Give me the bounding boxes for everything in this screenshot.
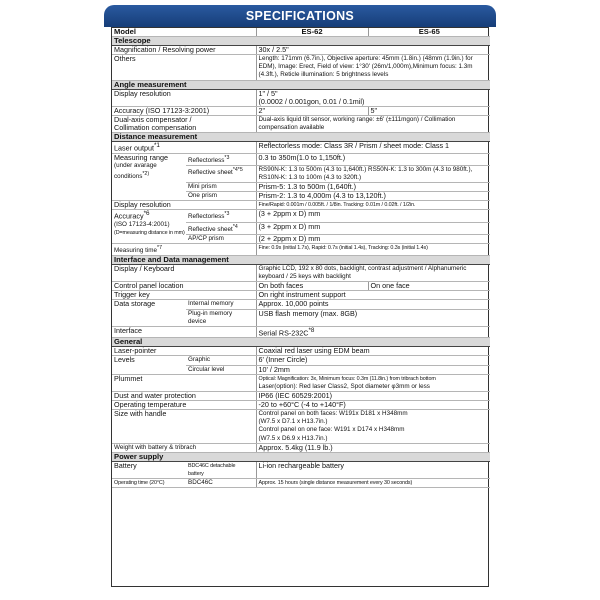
spec-sublabel bbox=[186, 153, 256, 165]
spec-label: Data storage bbox=[112, 300, 186, 326]
spec-row-battery bbox=[112, 462, 490, 479]
spec-row-angle-display bbox=[112, 89, 490, 106]
spec-value: On right instrument support bbox=[256, 291, 490, 300]
spec-sublabel: BDC46C bbox=[186, 479, 256, 488]
spec-sublabel: Mini prism bbox=[186, 183, 256, 192]
spec-row-plummet bbox=[112, 374, 490, 391]
footnote-mark: *4*5 bbox=[232, 166, 243, 173]
spec-value: (3 + 2ppm x D) mm bbox=[256, 222, 490, 234]
spec-value bbox=[256, 374, 490, 391]
spec-sublabel-line: device bbox=[188, 317, 207, 325]
spec-value: IP66 (IEC 60529:2001) bbox=[256, 391, 490, 400]
spec-sublabel: Graphic bbox=[186, 356, 256, 365]
spec-sublabel: Internal memory bbox=[186, 300, 256, 309]
spec-row-weight bbox=[112, 443, 490, 452]
spec-label: Control panel location bbox=[112, 282, 256, 291]
spec-label bbox=[112, 243, 256, 255]
spec-row-angle-accuracy bbox=[112, 106, 490, 115]
footnote-mark: *4 bbox=[232, 223, 238, 230]
spec-value-line: (W7.5 x D6.9 x H13.7in.) bbox=[258, 434, 328, 442]
spec-label: Size with handle bbox=[112, 410, 256, 444]
spec-value: Prism-2: 1.3 to 4,000m (4.3 to 13,120ft.) bbox=[256, 192, 490, 201]
spec-sublabel: AP/CP prism bbox=[186, 234, 256, 243]
spec-sublabel-text: Reflective sheet bbox=[188, 225, 233, 233]
model-es62: ES-62 bbox=[256, 28, 368, 37]
spec-label-text: Measuring time bbox=[114, 246, 158, 254]
spec-value: 10' / 2mm bbox=[256, 365, 490, 374]
spec-value: Length: 171mm (6.7in.), Objective aperture: 45mm (1.8in.) (48mm (1.9in.) for EDM), Image: Erect, Field of view: 1°30' (26m/1,000m),Minimum focus: 1.3m (4.3ft.), Reticle illumination: 5 brightness levels bbox=[256, 55, 490, 80]
section-distance bbox=[112, 133, 490, 142]
header-row bbox=[112, 28, 490, 37]
spec-row-compensator bbox=[112, 115, 490, 132]
spec-label: Magnification / Resolving power bbox=[112, 46, 256, 55]
spec-sublabel-line: BDC46C detachable bbox=[188, 463, 236, 469]
spec-sublabel bbox=[186, 462, 256, 479]
spec-label: Operating temperature bbox=[112, 400, 256, 409]
spec-label-line: Measuring range bbox=[114, 153, 168, 162]
spec-value-line: Optical: Magnification: 3x, Minimum focus: 0.3m (11.8in.) from tribrach bottom bbox=[258, 375, 436, 382]
spec-row-interface bbox=[112, 326, 490, 337]
spec-row-laser-output bbox=[112, 142, 490, 153]
footnote-mark: *2) bbox=[142, 170, 150, 177]
spec-row-range-reflectorless bbox=[112, 153, 490, 165]
spec-row-measuring-time bbox=[112, 243, 490, 255]
spec-row-operating-time bbox=[112, 479, 490, 488]
spec-value: (3 + 2ppm x D) mm bbox=[256, 210, 490, 222]
spec-value-es62: 2" bbox=[256, 106, 368, 115]
spec-row-display-keyboard bbox=[112, 265, 490, 282]
spec-label-sub: (D=measuring distance in mm) bbox=[114, 229, 185, 236]
spec-label-sub: (ISO 17123-4:2001) bbox=[114, 220, 170, 228]
spec-label-text: Accuracy bbox=[114, 211, 144, 221]
section-title: Interface and Data management bbox=[112, 256, 490, 265]
specifications-table bbox=[111, 27, 489, 587]
spec-row-others bbox=[112, 55, 490, 80]
spec-label-sub-text: conditions bbox=[114, 172, 143, 180]
spec-label: Others bbox=[112, 55, 256, 80]
spec-value: Approx. 15 hours (single distance measurement every 30 seconds) bbox=[256, 479, 490, 488]
spec-value: Fine: 0.9s (initial 1.7s), Rapid: 0.7s (initial 1.4s), Tracking: 0.3s (initial 1.4s) bbox=[256, 243, 490, 255]
spec-value-line: Laser(option): Red laser Class2, Spot diameter φ3mm or less bbox=[258, 382, 430, 390]
spec-row-control-panel bbox=[112, 282, 490, 291]
footnote-mark: *3 bbox=[224, 154, 230, 161]
spec-label: Dust and water protection bbox=[112, 391, 256, 400]
spec-value bbox=[256, 326, 490, 337]
spec-sublabel-text: Reflectorless bbox=[188, 156, 225, 164]
spec-row-magnification bbox=[112, 46, 490, 55]
spec-label: Accuracy (ISO 17123-3:2001) bbox=[112, 106, 256, 115]
model-label: Model bbox=[112, 28, 256, 37]
section-telescope bbox=[112, 37, 490, 46]
spec-label bbox=[112, 142, 256, 153]
spec-sublabel-line: battery bbox=[188, 471, 204, 478]
spec-value-text: Serial RS-232C bbox=[258, 328, 309, 338]
spec-label-text: Laser output bbox=[114, 143, 154, 153]
spec-grid bbox=[112, 28, 490, 488]
spec-sublabel bbox=[186, 222, 256, 234]
section-title: Distance measurement bbox=[112, 133, 490, 142]
spec-label bbox=[112, 153, 186, 201]
footnote-mark: *7 bbox=[157, 244, 163, 251]
spec-label-sub: (under avarage bbox=[114, 161, 157, 169]
footnote-mark: *6 bbox=[143, 210, 150, 218]
spec-value-line: 1" / 5" bbox=[258, 89, 278, 98]
spec-row-size bbox=[112, 410, 490, 444]
spec-value: Approx. 5.4kg (11.9 lb.) bbox=[256, 443, 490, 452]
spec-label: Plummet bbox=[112, 374, 256, 391]
spec-value: USB flash memory (max. 8GB) bbox=[256, 309, 490, 326]
spec-value: -20 to +60°C (-4 to +140°F) bbox=[256, 400, 490, 409]
spec-value: Li-ion rechargeable battery bbox=[256, 462, 490, 479]
spec-value: Prism-5: 1.3 to 500m (1,640ft.) bbox=[256, 183, 490, 192]
spec-value: Graphic LCD, 192 x 80 dots, backlight, contrast adjustment / Alphanumeric keyboard / 25 keys with backlight bbox=[256, 265, 490, 282]
spec-sublabel: Circular level bbox=[186, 365, 256, 374]
spec-label: Battery bbox=[112, 462, 186, 479]
spec-value: Fine/Rapid: 0.001m / 0.005ft. / 1/8in. Tracking: 0.01m / 0.02ft. / 1/2in. bbox=[256, 201, 490, 210]
spec-value: Dual-axis liquid tilt sensor, working range: ±6' (±111mgon) / Collimation compensation available bbox=[256, 115, 490, 132]
spec-label: Operating time (20°C) bbox=[112, 479, 186, 488]
spec-row-distance-display bbox=[112, 201, 490, 210]
spec-sublabel-text: Reflective sheet bbox=[188, 168, 233, 176]
section-angle bbox=[112, 80, 490, 89]
spec-value bbox=[256, 89, 490, 106]
spec-label: Laser-pointer bbox=[112, 347, 256, 356]
page-title: SPECIFICATIONS bbox=[104, 5, 496, 27]
section-interface bbox=[112, 256, 490, 265]
spec-sublabel-text: Reflectorless bbox=[188, 213, 225, 221]
spec-row-trigger bbox=[112, 291, 490, 300]
spec-sublabel bbox=[186, 165, 256, 182]
spec-value: 0.3 to 350m(1.0 to 1,150ft.) bbox=[256, 153, 490, 165]
spec-sublabel-line: Plug-in memory bbox=[188, 309, 233, 317]
spec-value: Reflectorless mode: Class 3R / Prism / sheet mode: Class 1 bbox=[256, 142, 490, 153]
spec-value-line: Control panel on both faces: W191x D181 x H348mm bbox=[258, 410, 408, 417]
section-general bbox=[112, 338, 490, 347]
spec-value: RS90N-K: 1.3 to 500m (4.3 to 1,640ft.) RS50N-K: 1.3 to 300m (4.3 to 980ft.), RS10N-K: 1.3 to 100m (4.3 to 320ft.) bbox=[256, 165, 490, 182]
footnote-mark: *8 bbox=[308, 326, 315, 334]
spec-row-temperature bbox=[112, 400, 490, 409]
spec-value: 30x / 2.5" bbox=[256, 46, 490, 55]
spec-value bbox=[256, 410, 490, 444]
spec-label: Display / Keyboard bbox=[112, 265, 256, 282]
spec-label: Levels bbox=[112, 356, 186, 374]
spec-label bbox=[112, 115, 256, 132]
spec-row-internal-memory bbox=[112, 300, 490, 309]
spec-label: Interface bbox=[112, 326, 256, 337]
spec-sublabel: One prism bbox=[186, 192, 256, 201]
spec-label: Trigger key bbox=[112, 291, 256, 300]
spec-label-sub bbox=[114, 170, 184, 181]
spec-label-line bbox=[114, 210, 184, 220]
spec-row-accuracy-reflectorless bbox=[112, 210, 490, 222]
spec-label-line: Collimation compensation bbox=[114, 123, 197, 133]
spec-row-levels-graphic bbox=[112, 356, 490, 365]
spec-sublabel bbox=[186, 309, 256, 326]
spec-value-es65: On one face bbox=[368, 282, 490, 291]
spec-row-dust-water bbox=[112, 391, 490, 400]
spec-value: (2 + 2ppm x D) mm bbox=[256, 234, 490, 243]
section-title: General bbox=[112, 338, 490, 347]
section-title: Power supply bbox=[112, 452, 490, 461]
section-title: Angle measurement bbox=[112, 80, 490, 89]
spec-value-line: Control panel on one face: W191 x D174 x H348mm bbox=[258, 426, 405, 434]
spec-value-es62: On both faces bbox=[256, 282, 368, 291]
spec-value-line: (W7.5 x D7.1 x H13.7in.) bbox=[258, 418, 328, 426]
spec-label: Display resolution bbox=[112, 89, 256, 106]
section-title: Telescope bbox=[112, 37, 490, 46]
footnote-mark: *1 bbox=[153, 142, 160, 150]
footnote-mark: *3 bbox=[224, 211, 230, 218]
spec-sublabel bbox=[186, 210, 256, 222]
section-power bbox=[112, 452, 490, 461]
spec-label: Weight with battery & tribrach bbox=[112, 443, 256, 452]
model-es65: ES-65 bbox=[368, 28, 490, 37]
spec-row-laser-pointer bbox=[112, 347, 490, 356]
spec-value: 6' (Inner Circle) bbox=[256, 356, 490, 365]
spec-value: Coaxial red laser using EDM beam bbox=[256, 347, 490, 356]
spec-value-es65: 5" bbox=[368, 106, 490, 115]
spec-value: Approx. 10,000 points bbox=[256, 300, 490, 309]
spec-label bbox=[112, 210, 186, 243]
spec-label: Display resolution bbox=[112, 201, 256, 210]
spec-label-line: Dual-axis compensator / bbox=[114, 115, 192, 124]
spec-value-line: (0.0002 / 0.001gon, 0.01 / 0.1mil) bbox=[258, 96, 365, 106]
